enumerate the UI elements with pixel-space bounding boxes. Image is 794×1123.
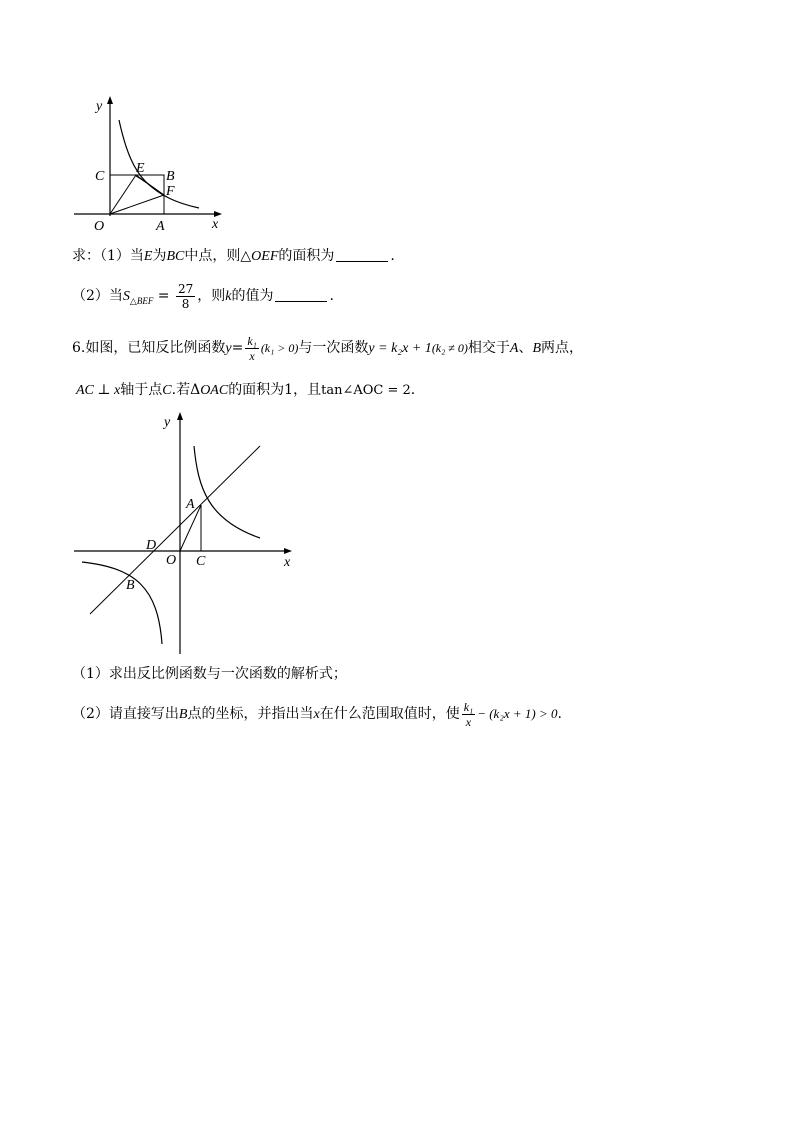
q6-part-1 [72, 664, 347, 684]
q6-l1-cond: (k₁ > 0) [260, 341, 299, 355]
q6-part-2 [72, 698, 562, 731]
q5-p2-end: . [329, 288, 334, 304]
segment-ef [136, 175, 164, 195]
label-f: F [166, 184, 175, 199]
q6-l1-c: 相交于 [467, 340, 510, 356]
q6-l2-a: AC ⊥ x [76, 383, 121, 398]
q5-p1-suffix: 的面积为 [278, 248, 335, 264]
q6-l1-a: 6.如图，已知反比例函数 [72, 340, 226, 356]
frac-den: 8 [181, 296, 190, 311]
q6-l2-c-point: C [162, 383, 172, 398]
label-y: y [96, 99, 103, 114]
q6-line-1 [72, 332, 583, 365]
frac-den: x [249, 348, 255, 363]
q5-part-1 [72, 246, 395, 267]
answer-blank-2[interactable] [275, 287, 327, 302]
q6-p2-expr: − (k₂x + 1) > 0 [477, 706, 558, 721]
y-axis-arrow [107, 96, 113, 104]
label-y: y [164, 415, 171, 430]
q5-p2-eq: = [157, 288, 170, 304]
label-c: C [196, 554, 206, 569]
q5-p2-sub: △BEF [129, 295, 154, 306]
q5-p2-k: k [225, 289, 232, 304]
q5-p1-e: E [143, 249, 153, 264]
label-o: O [94, 219, 105, 234]
q6-l1-b-point: B [532, 341, 542, 356]
frac-num: k₁ [247, 333, 257, 348]
fraction-k1-x [245, 334, 259, 363]
fraction-27-8 [176, 282, 195, 311]
q5-p1-mid2: 中点，则△ [184, 248, 252, 264]
label-d: D [146, 538, 157, 553]
q5-p1-end: . [390, 248, 395, 264]
hyperbola-branch-1 [194, 446, 260, 538]
frac-den: x [465, 714, 472, 729]
q6-p2-a: （2）请直接写出 [72, 706, 179, 722]
q6-l1-d: 、 [518, 340, 533, 356]
rectangle-oabc [110, 175, 164, 214]
q6-line-2 [76, 380, 415, 401]
x-axis-arrow [284, 548, 292, 554]
label-o: O [166, 553, 177, 568]
q6-p2-c: 在什么范围取值时，使 [319, 706, 460, 722]
label-e: E [136, 161, 145, 176]
label-c: C [95, 169, 105, 184]
q6-l1-y: y [225, 341, 232, 356]
label-x: x [284, 555, 291, 570]
y-axis-arrow [177, 412, 183, 420]
q5-part-2 [72, 280, 334, 317]
q6-l2-end: . [410, 382, 416, 398]
q6-l1-line: y = k₂x + 1 [368, 341, 432, 356]
segment-of [110, 195, 164, 214]
q6-l1-a-point: A [509, 341, 519, 356]
hyperbola-branch-2 [82, 562, 162, 644]
answer-blank-1[interactable] [336, 247, 388, 262]
q6-p2-b-point: B [178, 707, 188, 722]
q5-p2-s: S [122, 289, 130, 304]
q6-l1-e: 两点， [541, 340, 584, 356]
label-b: B [126, 578, 135, 593]
q6-p2-x: x [313, 707, 320, 722]
hyperbola-curve [119, 120, 199, 208]
q6-l1-b: 与一次函数 [298, 340, 369, 356]
q6-l2-d: 的面积为1，且 [228, 382, 322, 398]
q6-l2-tan: tan∠AOC = 2 [321, 383, 411, 398]
frac-num: k₁ [463, 699, 474, 714]
q6-l1-eq: = [231, 340, 244, 356]
q5-p1-oef: OEF [251, 249, 279, 264]
segment-oe [110, 175, 136, 214]
q5-p1-bc: BC [166, 249, 185, 264]
label-a: A [156, 219, 165, 234]
q5-p2-prefix: （2）当 [72, 288, 123, 304]
q6-l2-oac: OAC [200, 383, 229, 398]
fraction-k1-x-2 [462, 700, 476, 729]
label-a: A [186, 497, 195, 512]
q6-l1-cond2: (k₂ ≠ 0) [431, 341, 468, 355]
q6-p2-b: 点的坐标，并指出当 [187, 706, 314, 722]
q5-p2-mid: ，则 [197, 288, 226, 304]
figure-1 [66, 92, 236, 242]
label-b: B [166, 169, 175, 184]
q5-p1-prefix: 求：（1）当 [72, 248, 144, 264]
q5-p1-mid: 为 [152, 248, 167, 264]
q6-l2-c: .若Δ [171, 382, 201, 398]
q6-p2-end: . [557, 706, 562, 722]
linear-function-line [90, 446, 260, 614]
q6-p1-text: （1）求出反比例函数与一次函数的解析式； [72, 666, 347, 682]
q6-l2-b: 轴于点 [120, 382, 163, 398]
figure-2 [66, 408, 306, 660]
label-x: x [212, 217, 219, 232]
q5-p2-suffix: 的值为 [231, 288, 274, 304]
frac-num: 27 [177, 281, 194, 296]
